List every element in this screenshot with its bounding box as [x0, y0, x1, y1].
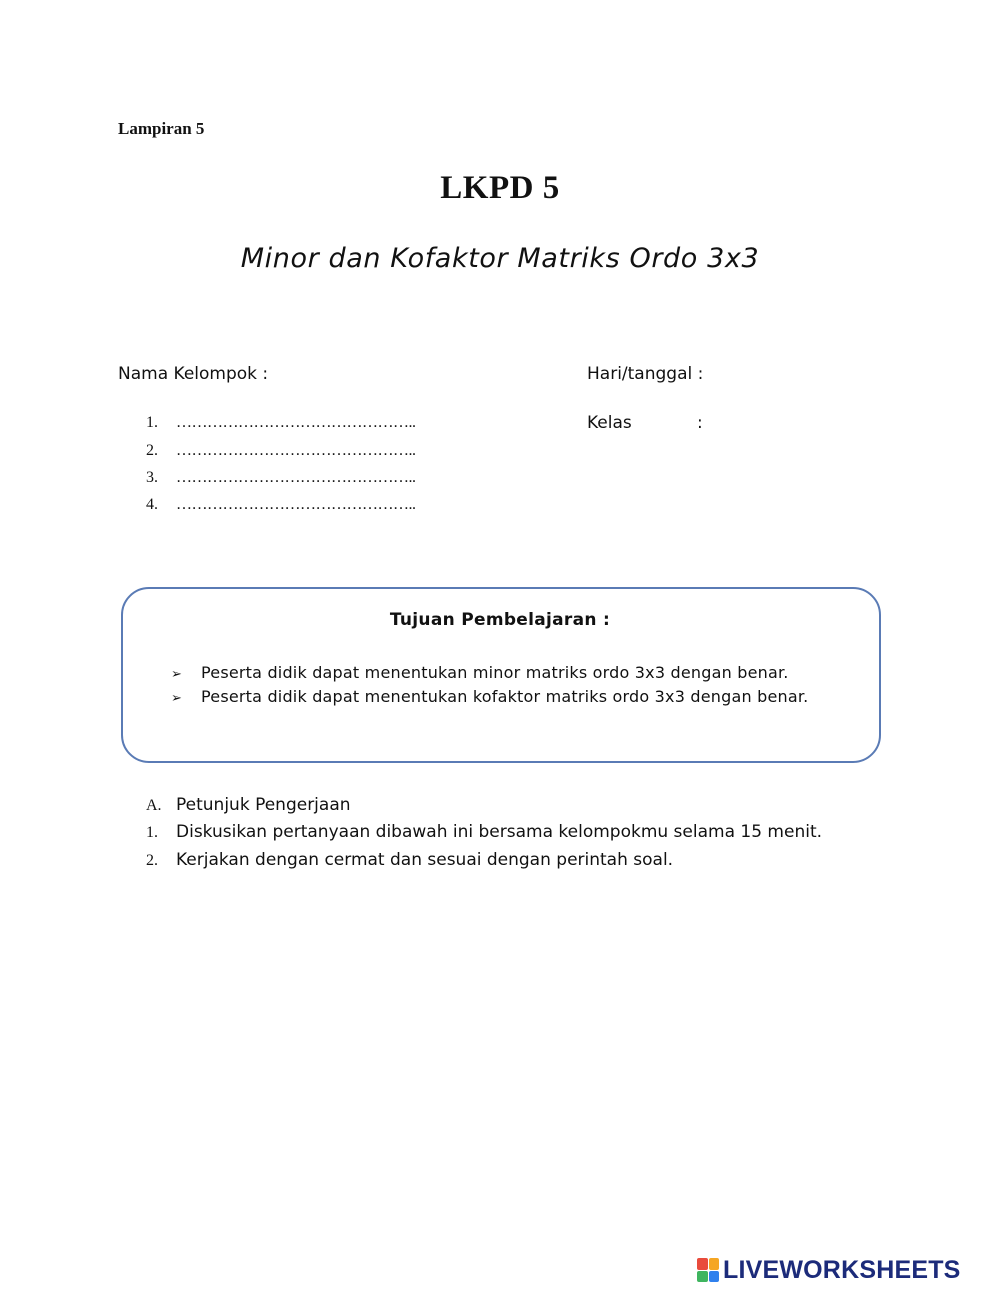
instructions-heading-text: Petunjuk Pengerjaan	[176, 795, 351, 815]
instructions-heading	[146, 795, 351, 815]
instruction-number: 1.	[146, 824, 158, 841]
group-name-label: Nama Kelompok :	[118, 364, 269, 384]
instruction-item	[146, 850, 673, 870]
worksheet-subtitle: Minor dan Kofaktor Matriks Ordo 3x3	[240, 243, 760, 274]
learning-objectives-title: Tujuan Pembelajaran :	[389, 610, 611, 630]
day-date-label: Hari/tanggal :	[587, 364, 704, 384]
objective-item	[171, 687, 808, 706]
liveworksheets-mark-icon	[697, 1258, 719, 1282]
logo-mark-square	[709, 1271, 720, 1283]
section-letter: A.	[146, 797, 162, 814]
liveworksheets-logo[interactable]	[697, 1256, 961, 1284]
member-row[interactable]	[146, 469, 416, 487]
member-row[interactable]	[146, 414, 416, 432]
member-row[interactable]	[146, 496, 416, 514]
objective-item	[171, 663, 789, 682]
logo-mark-square	[697, 1258, 708, 1270]
objective-text: Peserta didik dapat menentukan minor matriks ordo 3x3 dengan benar.	[201, 663, 789, 682]
instruction-item	[146, 822, 822, 842]
member-blank[interactable]: ………………………………………..	[176, 414, 416, 431]
instruction-text: Diskusikan pertanyaan dibawah ini bersama kelompokmu selama 15 menit.	[176, 822, 823, 842]
class-label: Kelas	[587, 413, 632, 433]
member-blank[interactable]: ………………………………………..	[176, 469, 416, 486]
member-blank[interactable]: ………………………………………..	[176, 442, 416, 459]
instruction-text: Kerjakan dengan cermat dan sesuai dengan perintah soal.	[176, 850, 674, 870]
worksheet-title: LKPD 5	[440, 170, 560, 206]
objective-text: Peserta didik dapat menentukan kofaktor matriks ordo 3x3 dengan benar.	[201, 687, 809, 706]
member-number: 3.	[146, 469, 158, 486]
logo-mark-square	[709, 1258, 720, 1270]
appendix-label: Lampiran 5	[118, 119, 205, 138]
member-number: 2.	[146, 442, 158, 459]
member-blank[interactable]: ………………………………………..	[176, 496, 416, 513]
member-row[interactable]	[146, 442, 416, 460]
member-number: 1.	[146, 414, 158, 431]
logo-mark-square	[697, 1271, 708, 1283]
liveworksheets-wordmark: LIVEWORKSHEETS	[723, 1255, 961, 1284]
arrow-bullet-icon: ➢	[171, 691, 183, 706]
arrow-bullet-icon: ➢	[171, 667, 183, 682]
member-number: 4.	[146, 496, 158, 513]
class-colon: :	[697, 413, 703, 433]
instruction-number: 2.	[146, 852, 158, 869]
